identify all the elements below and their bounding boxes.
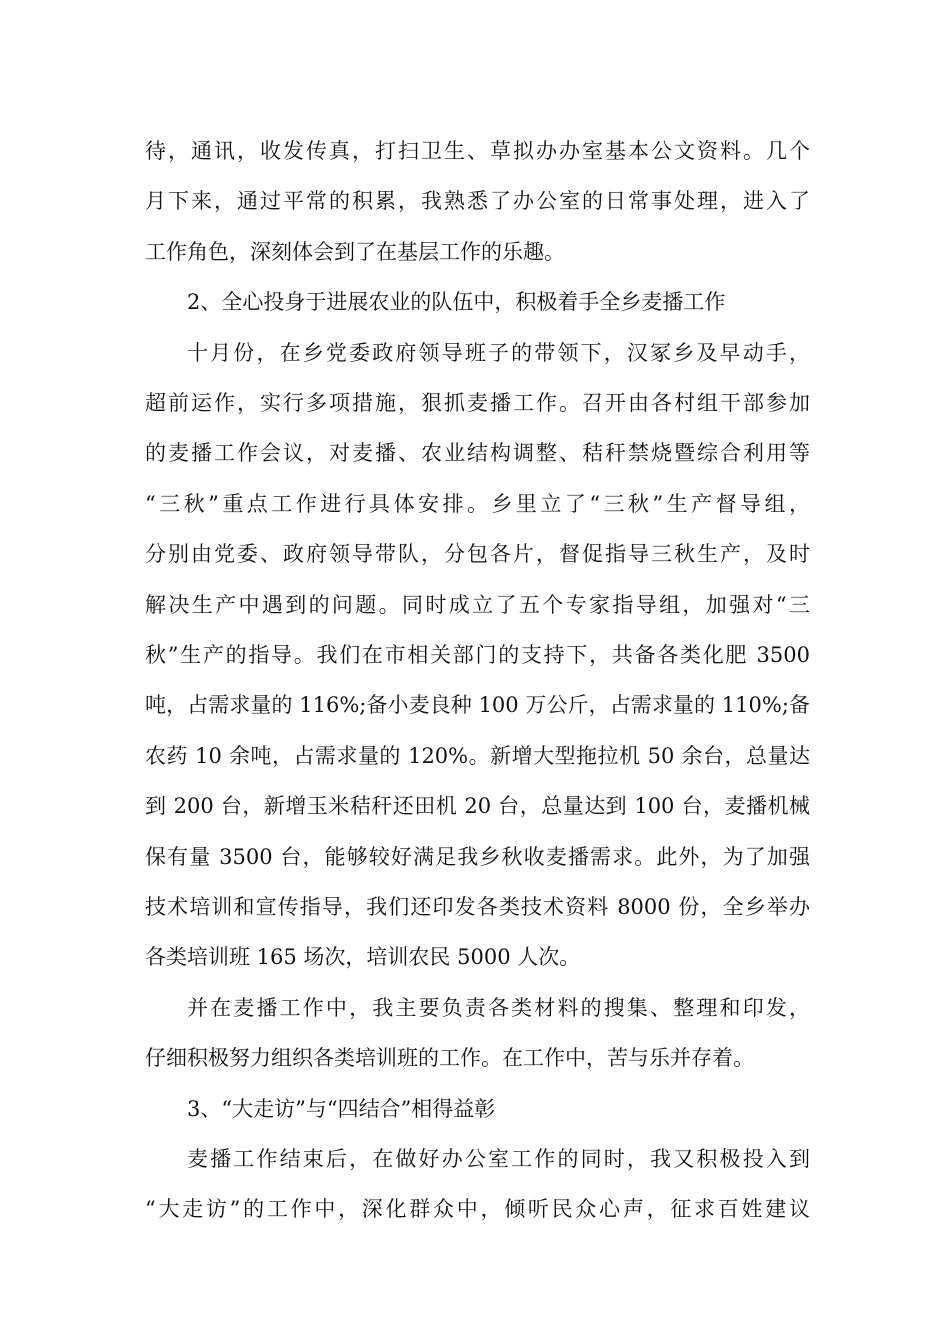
paragraph-line: 月下来，通过平常的积累，我熟悉了办公室的日常事处理，进入了 [145, 189, 810, 213]
paragraph-line: 麦播工作结束后，在做好办公室工作的同时，我又积极投入到 [187, 1147, 810, 1171]
paragraph-line: 到 200 台，新增玉米秸秆还田机 20 台，总量达到 100 台，麦播机械 [145, 794, 810, 818]
section-heading: 3、“大走访”与“四结合”相得益彰 [187, 1097, 496, 1121]
paragraph-line: 分别由党委、政府领导带队，分包各片，督促指导三秋生产，及时 [145, 542, 810, 566]
paragraph-line: 解决生产中遇到的问题。同时成立了五个专家指导组，加强对“三 [145, 593, 810, 617]
paragraph-line: 待，通讯，收发传真，打扫卫生、草拟办办室基本公文资料。几个 [145, 139, 810, 163]
paragraph-line: 保有量 3500 台，能够较好满足我乡秋收麦播需求。此外，为了加强 [145, 845, 810, 869]
paragraph-line: 仔细积极努力组织各类培训班的工作。在工作中，苦与乐并存着。 [145, 1046, 754, 1070]
paragraph-line: 的麦播工作会议，对麦播、农业结构调整、秸秆禁烧暨综合利用等 [145, 441, 810, 465]
paragraph-line: 各类培训班 165 场次，培训农民 5000 人次。 [145, 945, 581, 969]
paragraph-line: 吨，占需求量的 116%;备小麦良种 100 万公斤，占需求量的 110%;备 [145, 693, 810, 717]
paragraph-line: “三秋”重点工作进行具体安排。乡里立了“三秋”生产督导组， [145, 492, 810, 516]
paragraph-line: 十月份，在乡党委政府领导班子的带领下，汉冢乡及早动手， [187, 341, 810, 365]
paragraph-line: “大走访”的工作中，深化群众中，倾听民众心声，征求百姓建议 [145, 1197, 810, 1221]
paragraph-line: 工作角色，深刻体会到了在基层工作的乐趣。 [145, 240, 565, 264]
paragraph-line: 超前运作，实行多项措施，狠抓麦播工作。召开由各村组干部参加 [145, 391, 810, 415]
paragraph-line: 并在麦播工作中，我主要负责各类材料的搜集、整理和印发， [187, 996, 810, 1020]
paragraph-line: 技术培训和宣传指导，我们还印发各类技术资料 8000 份，全乡举办 [145, 895, 810, 919]
paragraph-line: 农药 10 余吨，占需求量的 120%。新增大型拖拉机 50 余台，总量达 [145, 744, 810, 768]
paragraph-line: 秋”生产的指导。我们在市相关部门的支持下，共备各类化肥 3500 [145, 643, 810, 667]
section-heading: 2、全心投身于进展农业的队伍中，积极着手全乡麦播工作 [187, 290, 726, 314]
